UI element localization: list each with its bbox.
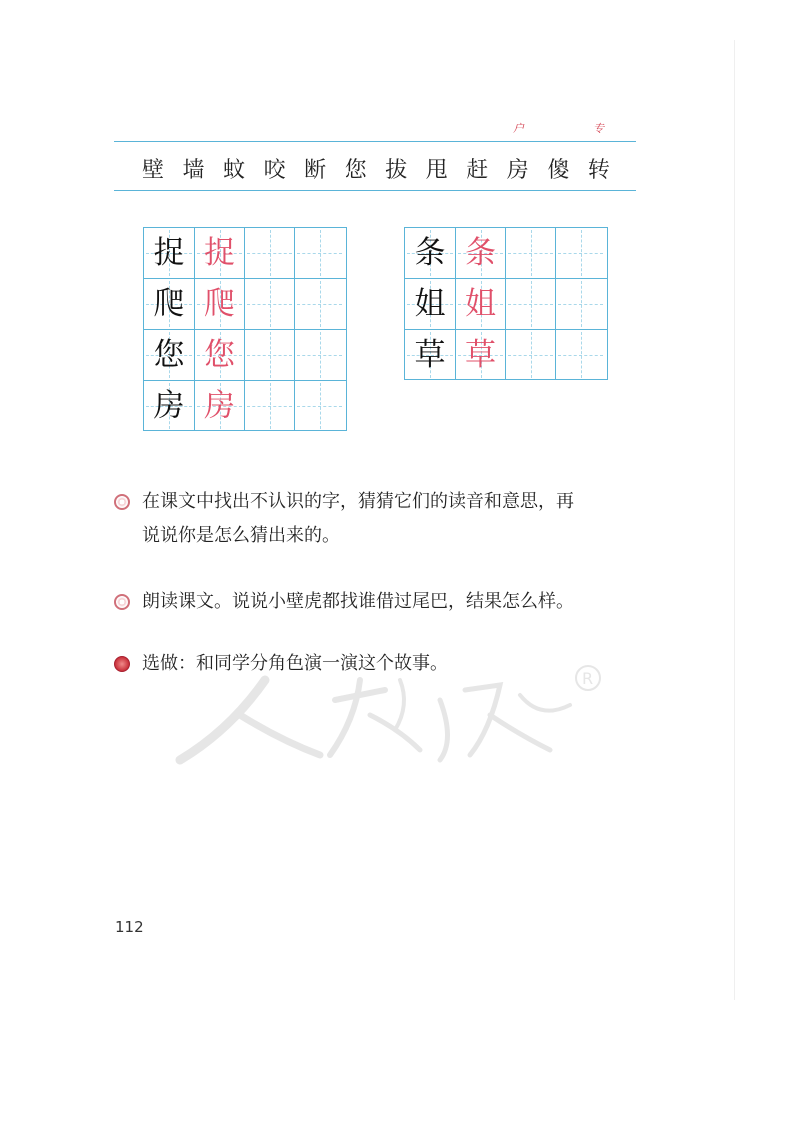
task-text-line: 在课文中找出不认识的字，猜猜它们的读音和意思，再 [142,491,574,512]
practice-cell[interactable] [244,381,294,431]
ring-icon [114,494,130,510]
top-rule [114,141,636,142]
new-char: 拔 [385,157,408,183]
practice-cell[interactable] [505,279,555,329]
practice-cell[interactable] [294,381,344,431]
practice-cell[interactable] [244,228,294,278]
writing-grid-left [143,227,347,431]
trace-cell [194,228,244,278]
writing-grid-right [404,227,608,380]
practice-cell[interactable] [294,279,344,329]
grid-row [405,228,607,278]
new-char: 转 [587,157,610,183]
radical-hint: 专 [593,122,604,135]
new-char: 甩 [425,157,448,183]
model-char: 您 [153,336,185,373]
model-char: 姐 [414,285,446,322]
new-char: 断 [304,157,327,183]
ring-icon [114,594,130,610]
model-char: 爬 [153,285,185,322]
new-char: 壁 [142,157,165,183]
practice-cell[interactable] [505,330,555,380]
grid-row [144,228,346,278]
trace-char: 草 [465,336,496,373]
trace-char: 条 [465,234,496,271]
new-char: 墙 [182,157,205,183]
trace-cell [194,279,244,329]
task-item [114,485,654,553]
model-char: 房 [153,387,185,424]
task-item [114,647,654,681]
model-cell [144,330,194,380]
trace-cell [194,330,244,380]
page-number: 112 [115,918,144,936]
practice-cell[interactable] [555,228,605,278]
model-char: 条 [414,234,446,271]
trace-cell [194,381,244,431]
practice-cell[interactable] [294,228,344,278]
trace-char: 爬 [204,285,235,322]
practice-cell[interactable] [505,228,555,278]
new-char: 您 [344,157,367,183]
grid-row [405,329,607,380]
model-cell [144,228,194,278]
svg-text:R: R [582,669,594,688]
practice-cell[interactable] [555,279,605,329]
model-cell [405,330,455,380]
trace-char: 房 [204,387,235,424]
model-char: 草 [414,336,446,373]
new-char: 房 [506,157,529,183]
model-char: 捉 [153,234,185,271]
grid-row [405,278,607,329]
model-cell [405,228,455,278]
task-text-line: 朗读课文。说说小壁虎都找谁借过尾巴，结果怎么样。 [142,591,574,612]
solid-dot-icon [114,656,130,672]
model-cell [405,279,455,329]
bottom-rule [114,190,636,191]
new-char: 咬 [263,157,286,183]
trace-char: 姐 [465,285,496,322]
model-cell [144,279,194,329]
new-char: 赶 [466,157,489,183]
task-item [114,585,654,619]
model-cell [144,381,194,431]
practice-cell[interactable] [244,330,294,380]
practice-cell[interactable] [294,330,344,380]
grid-row [144,329,346,380]
task-text-line: 选做：和同学分角色演一演这个故事。 [142,653,448,674]
new-char: 傻 [547,157,570,183]
new-characters-row [114,148,636,188]
trace-cell [455,330,505,380]
practice-cell[interactable] [555,330,605,380]
radical-hints [505,120,625,138]
radical-hint: 户 [513,122,524,135]
grid-row [144,278,346,329]
trace-cell [455,228,505,278]
trace-char: 捉 [204,234,235,271]
trace-char: 您 [204,336,235,373]
page-edge-line [734,40,735,1000]
task-text-line: 说说你是怎么猜出来的。 [142,525,340,546]
practice-cell[interactable] [244,279,294,329]
grid-row [144,380,346,431]
new-char: 蚊 [223,157,246,183]
trace-cell [455,279,505,329]
